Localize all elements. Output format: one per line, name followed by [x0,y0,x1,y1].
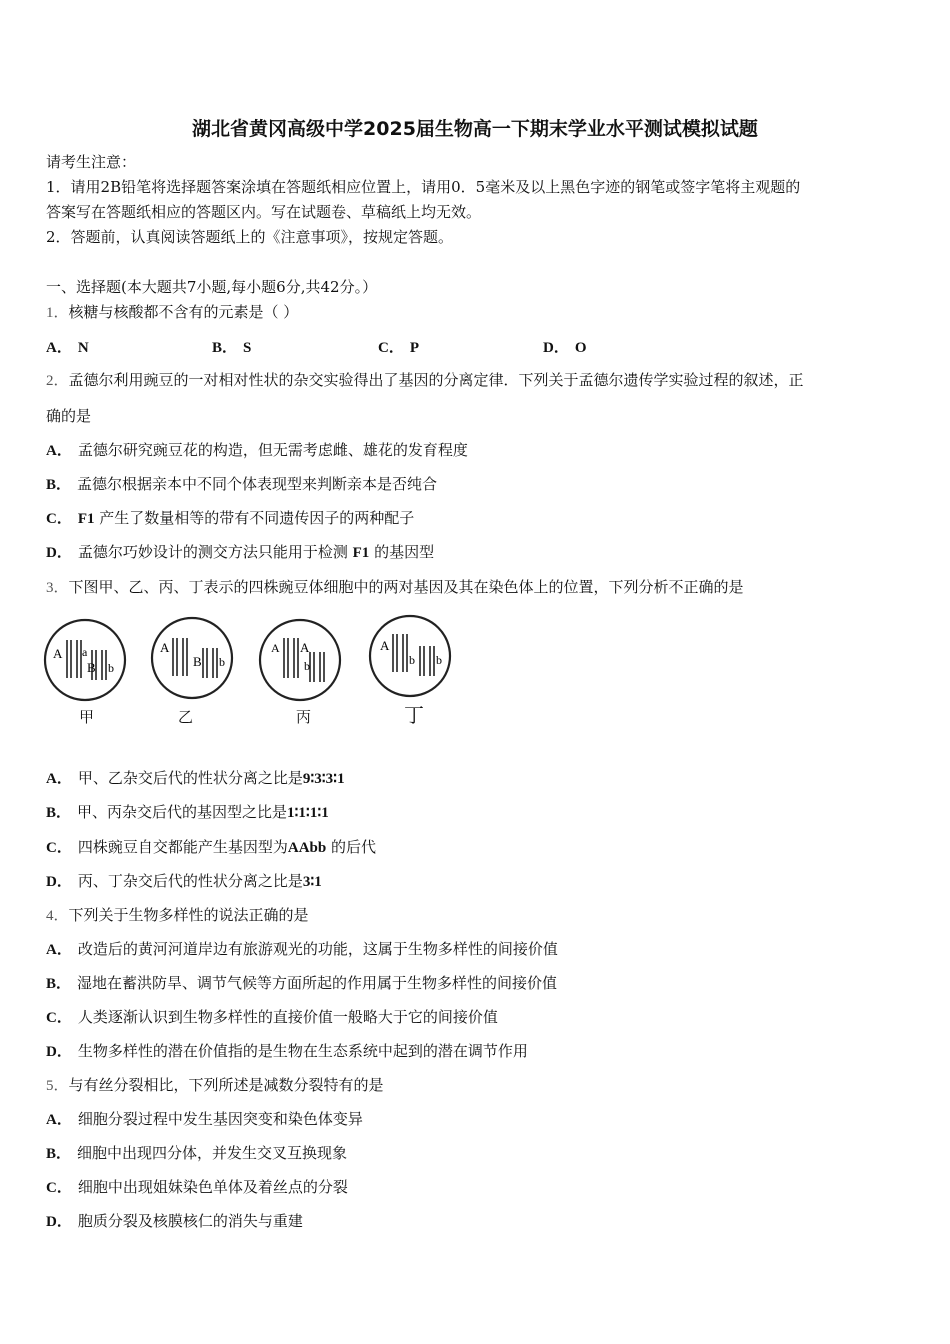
notice-line-1-cont: 答案写在答题纸相应的答题区内。写在试题卷、草稿纸上均无效。 [46,203,482,221]
q3-option-c[interactable]: C． 四株豌豆自交都能产生基因型为AAbb 的后代 [46,838,377,856]
question-2-stem-cont: 确的是 [46,407,92,425]
gene-label: B [193,654,202,669]
question-text: 下图甲、乙、丙、丁表示的四株豌豆体细胞中的两对基因及其在染色体上的位置，下列分析不正确的是 [68,578,744,596]
figure-caption-ding: 丁 [404,703,424,727]
gene-label: b [219,655,225,669]
q4-option-d[interactable]: D． 生物多样性的潜在价值指的是生物在生态系统中起到的潜在调节作用 [46,1042,528,1060]
gene-label: A [53,646,63,661]
q2-option-b[interactable]: B． 孟德尔根据亲本中不同个体表现型来判断亲本是否纯合 [46,475,438,493]
notice-heading: 请考生注意： [46,153,137,171]
question-3-stem [46,577,744,598]
q3-option-a[interactable]: A． 甲、乙杂交后代的性状分离之比是9∶3∶3∶1 [46,769,345,787]
q5-option-c[interactable]: C． 细胞中出现姐妹染色单体及着丝点的分裂 [46,1178,348,1196]
q1-option-d[interactable]: D． O [543,340,587,356]
cell-bing [260,620,340,700]
question-2-stem [46,370,804,391]
gene-label: b [436,653,442,667]
q4-option-a[interactable]: A． 改造后的黄河河道岸边有旅游观光的功能，这属于生物多样性的间接价值 [46,940,558,958]
q1-option-b[interactable]: B． S [212,340,252,356]
question-1-stem [46,302,298,323]
q5-option-b[interactable]: B． 细胞中出现四分体，并发生交叉互换现象 [46,1144,348,1162]
q2-option-c[interactable]: C． F1 产生了数量相等的带有不同遗传因子的两种配子 [46,509,415,527]
gene-label: b [108,661,114,675]
q2-option-a[interactable]: A． 孟德尔研究豌豆花的构造，但无需考虑雌、雄花的发育程度 [46,441,468,459]
question-text: 孟德尔利用豌豆的一对相对性状的杂交实验得出了基因的分离定律．下列关于孟德尔遗传学实验过程的叙述，正 [68,371,804,389]
gene-label: A [271,641,280,655]
question-4-stem [46,905,309,926]
gene-label: b [409,653,415,667]
cell-yi [152,618,232,698]
q2-option-d[interactable]: D． 孟德尔巧妙设计的测交方法只能用于检测 F1 的基因型 [46,543,435,561]
question-5-stem [46,1075,384,1096]
question-text: 与有丝分裂相比，下列所述是减数分裂特有的是 [68,1076,384,1094]
q4-option-b[interactable]: B． 湿地在蓄洪防旱、调节气候等方面所起的作用属于生物多样性的间接价值 [46,974,558,992]
page-title: 湖北省黄冈高级中学2025届生物高一下期末学业水平测试模拟试题 [192,118,758,140]
q4-option-c[interactable]: C． 人类逐渐认识到生物多样性的直接价值一般略大于它的间接价值 [46,1008,498,1026]
question-number: 4． [46,908,69,924]
notice-line-2: 2．答题前，认真阅读答题纸上的《注意事项》，按规定答题。 [46,228,454,246]
figure-caption-yi: 乙 [178,708,194,726]
notice-line-1: 1．请用2B铅笔将选择题答案涂填在答题纸相应位置上，请用0．5毫米及以上黑色字迹的钢笔或签字笔将主观题的 [46,178,801,196]
question-number: 2． [46,373,69,389]
cell-ding [370,616,450,696]
chromosome-figure [40,610,470,710]
gene-label: A [380,638,390,653]
q5-option-a[interactable]: A． 细胞分裂过程中发生基因突变和染色体变异 [46,1110,363,1128]
question-number: 3． [46,580,69,596]
gene-label: b [304,659,310,673]
gene-label: A [160,640,170,655]
q3-option-b[interactable]: B． 甲、丙杂交后代的基因型之比是1∶1∶1∶1 [46,803,329,821]
question-number: 1． [46,305,69,321]
cell-jia [45,620,125,700]
q1-option-a[interactable]: A． N [46,340,89,356]
figure-caption-jia: 甲 [79,708,95,726]
question-number: 5． [46,1078,69,1094]
q5-option-d[interactable]: D． 胞质分裂及核膜核仁的消失与重建 [46,1212,303,1230]
gene-label: B [87,660,96,675]
gene-label: a [82,645,88,659]
q3-option-d[interactable]: D． 丙、丁杂交后代的性状分离之比是3∶1 [46,872,322,890]
section-heading: 一、选择题(本大题共7小题,每小题6分,共42分。） [46,278,378,296]
q1-option-c[interactable]: C． P [378,340,420,356]
question-text: 核糖与核酸都不含有的元素是（ ） [68,303,299,321]
figure-caption-bing: 丙 [296,708,312,726]
gene-label: A [300,640,310,655]
question-text: 下列关于生物多样性的说法正确的是 [68,906,309,924]
